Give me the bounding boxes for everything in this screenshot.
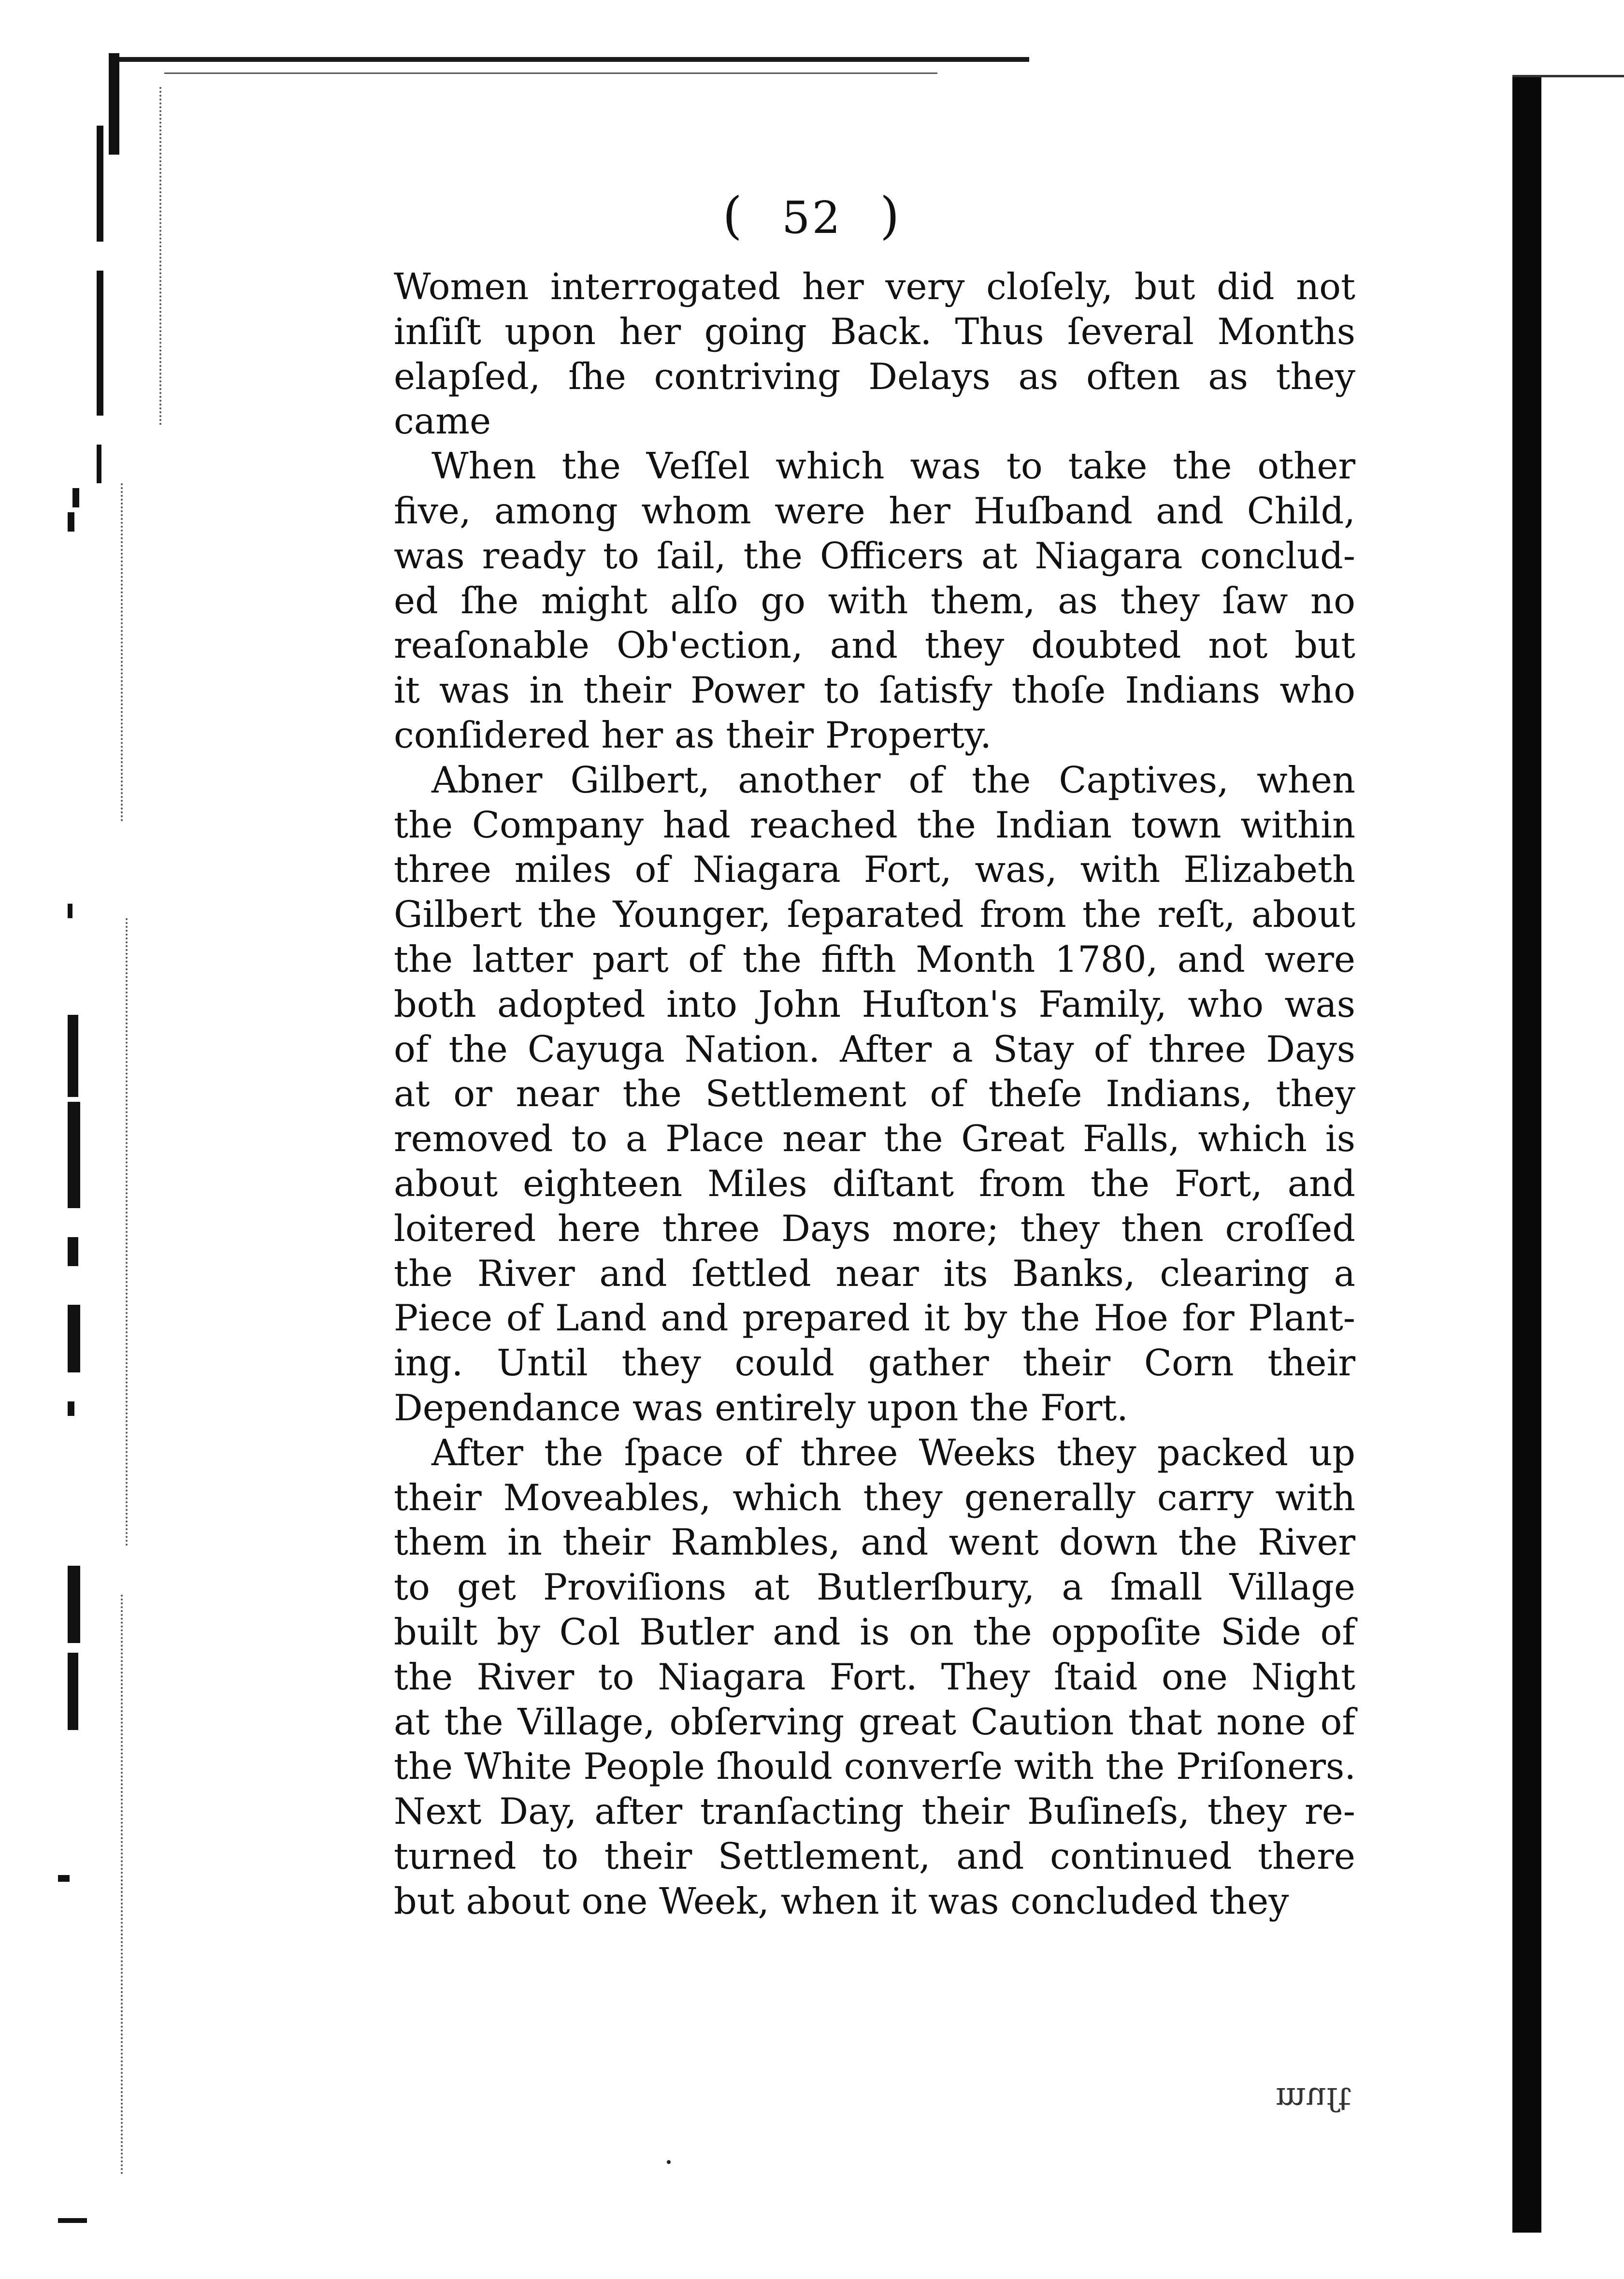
text-line: When the Veſſel which was to take the other — [431, 445, 1355, 488]
text-line: at or near the Settlement of theſe Indians, they — [394, 1073, 1355, 1115]
text-line: three miles of Niagara Fort, was, with Elizabeth — [394, 849, 1355, 891]
text-line: reaſonable Ob'ection, and they doubted not but — [394, 624, 1355, 667]
text-line: their Moveables, which they generally carry with — [394, 1476, 1355, 1519]
text-line: about eighteen Miles diſtant from the Fort, and — [394, 1162, 1355, 1205]
catchword: muſt — [1276, 2080, 1351, 2118]
text-line: elapſed, ſhe contriving Delays as often as they — [394, 355, 1355, 398]
text-line: it was in their Power to ſatisfy thoſe Indians who — [394, 669, 1355, 712]
text-line: came — [394, 400, 491, 443]
right-binding-edge — [1512, 77, 1541, 2233]
ink-speck — [667, 2160, 671, 2164]
text-line: removed to a Place near the Great Falls, which is — [394, 1118, 1355, 1160]
text-line: to get Proviſions at Butlerſbury, a ſmall Village — [394, 1566, 1355, 1609]
text-line: built by Col Butler and is on the oppoſite Side of — [394, 1611, 1355, 1653]
text-line: ed ſhe might alſo go with them, as they ſaw no — [394, 579, 1355, 622]
text-line: the White People ſhould converſe with the Priſoners. — [394, 1745, 1356, 1788]
top-border-rule-thin — [164, 72, 937, 74]
page-number-paren-open: ( — [722, 186, 744, 245]
text-line: was ready to ſail, the Officers at Niagara conclud- — [394, 534, 1355, 577]
text-line: Piece of Land and prepared it by the Hoe for Plant- — [394, 1297, 1355, 1340]
text-line: five, among whom were her Huſband and Child, — [394, 490, 1355, 532]
text-line: Gilbert the Younger, ſeparated from the reſt, about — [394, 894, 1355, 936]
left-margin-scan-artifacts — [0, 0, 145, 2279]
text-line: the River to Niagara Fort. They ſtaid one Night — [394, 1656, 1355, 1698]
text-line: Next Day, after tranſacting their Buſineſs, they re- — [394, 1790, 1355, 1833]
text-line: but about one Week, when it was concluded they — [394, 1880, 1289, 1922]
text-line: Abner Gilbert, another of the Captives, when — [431, 759, 1355, 801]
text-line: ing. Until they could gather their Corn their — [394, 1342, 1355, 1385]
page-number-paren-close: ) — [880, 186, 902, 245]
page-number-header — [0, 186, 1624, 245]
text-line: conſidered her as their Property. — [394, 714, 992, 756]
page-number: 52 — [781, 192, 843, 244]
text-line: inſiſt upon her going Back. Thus ſeveral Months — [394, 310, 1355, 353]
text-line: of the Cayuga Nation. After a Stay of three Days — [394, 1028, 1355, 1070]
text-line: loitered here three Days more; they then croſſed — [394, 1207, 1355, 1250]
text-line: turned to their Settlement, and continued there — [394, 1835, 1355, 1877]
top-border-rule — [111, 57, 1029, 62]
text-line: the River and ſettled near its Banks, clearing a — [394, 1252, 1355, 1295]
text-line: at the Village, obſerving great Caution that none of — [394, 1701, 1355, 1743]
text-line: Dependance was entirely upon the Fort. — [394, 1386, 1128, 1429]
text-line: them in their Rambles, and went down the River — [394, 1521, 1355, 1564]
text-line: both adopted into John Huſton's Family, who was — [394, 983, 1355, 1025]
body-text — [394, 265, 1355, 1924]
text-line: the Company had reached the Indian town within — [394, 804, 1355, 846]
text-line: the latter part of the fifth Month 1780, and were — [394, 938, 1355, 981]
text-line: After the ſpace of three Weeks they packed up — [431, 1431, 1355, 1474]
text-line: Women interrogated her very cloſely, but did not — [394, 266, 1355, 308]
